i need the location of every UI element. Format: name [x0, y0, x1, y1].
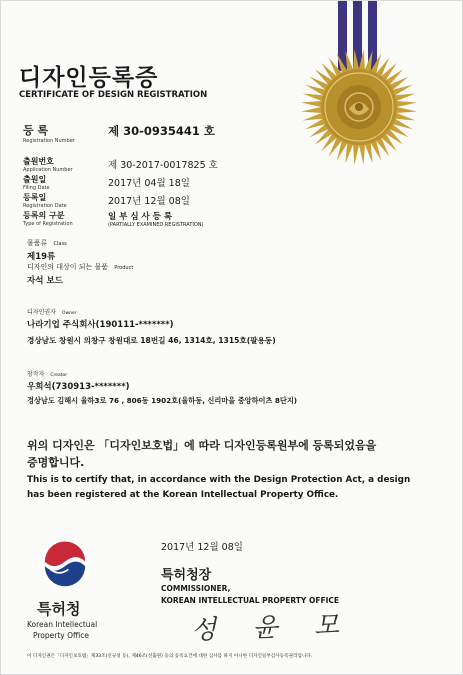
filing-label-ko: 출원일 [23, 175, 47, 184]
gold-seal-icon [299, 47, 419, 167]
logo-name-ko: 특허청 [37, 600, 81, 618]
product-label [27, 262, 133, 272]
certify-en-line2: has been registered at the Korean Intellectual Property Office. [27, 490, 339, 500]
creator-name: 우희석(730913-*******) [27, 382, 130, 392]
reg-type-value-en: (PARTIALLY EXAMINED REGISTRATION) [108, 222, 204, 228]
logo-name-en1: Korean Intellectual [27, 620, 98, 629]
reg-date-label-ko: 등록일 [23, 193, 47, 202]
kipo-taegeuk-logo-icon [37, 537, 93, 593]
class-label [27, 238, 67, 248]
issue-date: 2017년 12월 08일 [161, 542, 243, 553]
owner-name: 나라기업 주식회사(190111-*******) [27, 320, 174, 330]
reg-type-label-en: Type of Registration [23, 221, 73, 227]
class-label-en: Class [53, 241, 67, 247]
filing-label-en: Filing Date [23, 185, 50, 191]
product-label-ko: 디자인의 대상이 되는 물품 [27, 263, 109, 271]
certify-ko-line2: 증명합니다. [27, 456, 85, 469]
creator-label-ko: 창작자 [27, 371, 45, 378]
certify-ko-line1: 위의 디자인은 「디자인보호법」에 따라 디자인등록원부에 등록되었음을 [27, 439, 377, 452]
filing-date: 2017년 04월 18일 [108, 178, 190, 189]
reg-type-label [23, 210, 73, 227]
registration-date: 2017년 12월 08일 [108, 196, 190, 207]
reg-type-label-ko: 등록의 구분 [23, 211, 65, 220]
certificate-title-ko: 디자인등록증 [19, 65, 159, 91]
application-number: 제 30-2017-0017825 호 [108, 160, 218, 171]
commissioner-line1: COMMISSIONER, [161, 584, 231, 593]
owner-label-en: Owner [61, 311, 77, 316]
application-label-ko: 출원번호 [23, 157, 54, 166]
filing-label [23, 174, 50, 191]
class-value: 제19류 [27, 252, 56, 262]
footer-note: 이 디자인권은「디자인보호법」제33조(신규성 등), 제46조(선출원) 등의 등록요건에 대한 심사를 하지 아니한 디자인일부심사등록권리입니다. [27, 654, 313, 659]
product-label-en: Product [114, 265, 134, 271]
registration-number: 제 30-0935441 호 [108, 124, 216, 138]
logo-name-en2: Property Office [33, 631, 90, 640]
commissioner-signature [191, 607, 353, 644]
reg-date-label-en: Registration Date [23, 203, 67, 209]
owner-label-ko: 디자인권자 [27, 309, 56, 316]
reg-date-label [23, 192, 67, 209]
registration-label [23, 122, 75, 144]
certificate-title-en: CERTIFICATE OF DESIGN REGISTRATION [19, 90, 208, 100]
reg-type-value [108, 210, 203, 228]
creator-label-en: Creator [50, 373, 68, 378]
owner-address: 경상남도 창원시 의창구 창원대로 18번길 46, 1314호, 1315호(팔용동) [27, 336, 276, 345]
reg-type-value-ko: 일 부 심 사 등 록 [108, 212, 173, 222]
commissioner-title-ko: 특허청장 [161, 568, 212, 583]
commissioner-line2: KOREAN INTELLECTUAL PROPERTY OFFICE [161, 596, 340, 605]
registration-label-ko: 등 록 [23, 124, 49, 137]
application-label-en: Application Number [23, 167, 73, 173]
owner-label [27, 307, 77, 316]
creator-label [27, 369, 67, 378]
signature-text: 성 윤 모 [190, 610, 354, 646]
application-label [23, 156, 73, 173]
creator-address: 경상남도 김해시 율하3로 76 , 806동 1902호(율하동, 신리마을 중앙하이츠 8단지) [27, 396, 298, 405]
certify-en-line1: This is to certify that, in accordance with the Design Protection Act, a design [27, 475, 411, 485]
class-label-ko: 물품류 [27, 239, 48, 247]
product-value: 자석 보드 [27, 276, 63, 286]
registration-label-en: Registration Number [23, 138, 75, 144]
